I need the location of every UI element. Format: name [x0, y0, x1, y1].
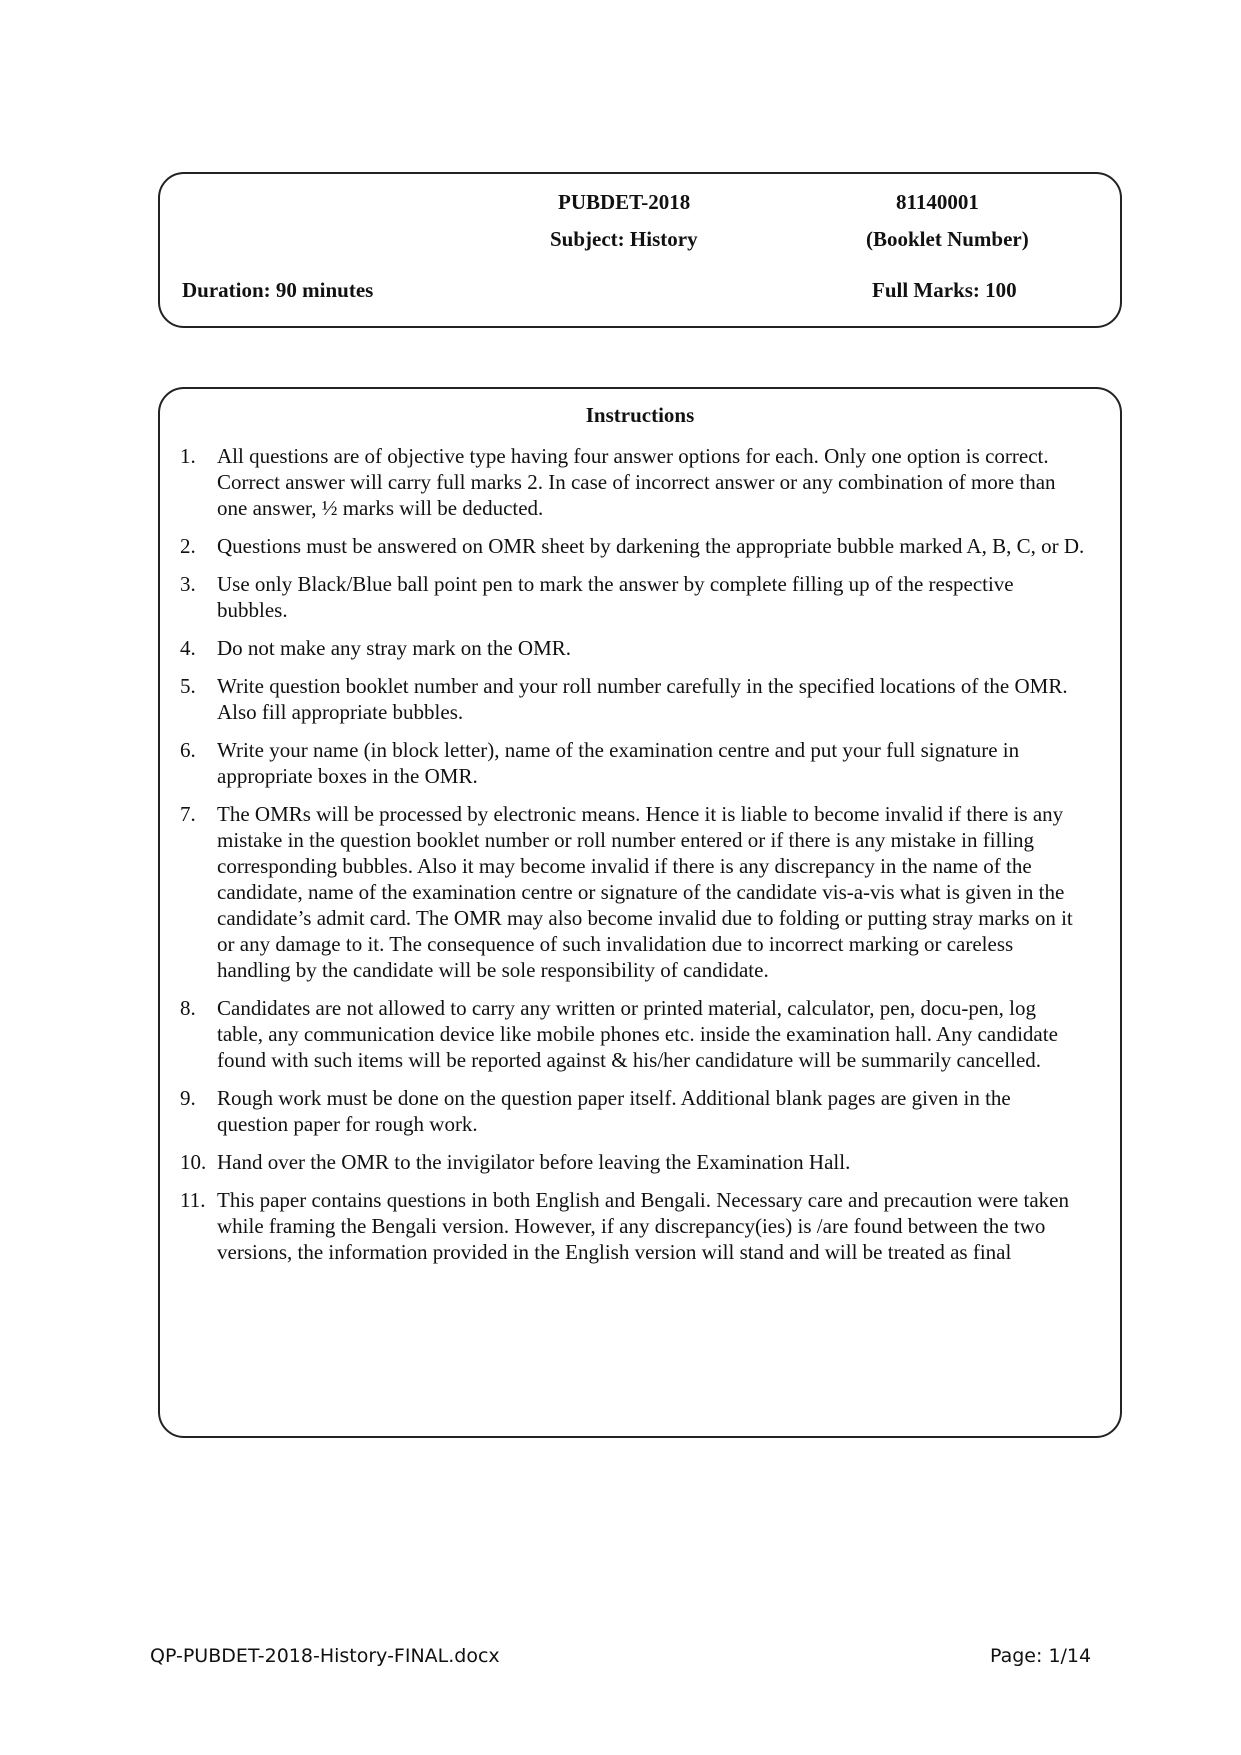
instruction-text: The OMRs will be processed by electronic means. Hence it is liable to become invalid if there is any mistake in the question booklet number or roll number entered or if there is any mistake in filling corresponding bubbles. Also it may become invalid if there is any discrepancy in the name of the candidate, name of the examination centre or signature of the candidate vis-a-vis what is given in the candidate’s admit card. The OMR may also become invalid due to folding or putting stray marks on it or any damage to it. The consequence of such invalidation due to incorrect marking or careless handling by the candidate will be sole responsibility of candidate. — [217, 802, 1073, 982]
footer-filename: QP-PUBDET-2018-History-FINAL.docx — [150, 1645, 500, 1667]
instructions-box — [158, 387, 1122, 1438]
instruction-number: 9. — [180, 1086, 196, 1110]
instruction-text: Do not make any stray mark on the OMR. — [217, 636, 572, 660]
exam-header-box — [158, 172, 1122, 328]
instruction-text: Rough work must be done on the question paper itself. Additional blank pages are given in the question paper for rough work. — [217, 1086, 1011, 1136]
instruction-item — [180, 673, 1085, 725]
instruction-item — [180, 737, 1085, 789]
instruction-text: This paper contains questions in both English and Bengali. Necessary care and precaution were taken while framing the Bengali version. However, if any discrepancy(ies) is /are found between the two versions, the information provided in the English version will stand and will be treated as final — [217, 1188, 1069, 1264]
instruction-text: All questions are of objective type having four answer options for each. Only one option is correct. Correct answer will carry full marks 2. In case of incorrect answer or any combination of more than one answer, ½ marks will be deducted. — [217, 444, 1056, 520]
instruction-item — [180, 1085, 1085, 1137]
instruction-number: 1. — [180, 444, 196, 468]
instruction-text: Questions must be answered on OMR sheet by darkening the appropriate bubble marked A, B, C, or D. — [217, 534, 1085, 558]
subject: Subject: History — [550, 227, 698, 251]
exam-name: PUBDET-2018 — [558, 190, 691, 214]
instruction-number: 8. — [180, 996, 196, 1020]
instruction-item — [180, 571, 1085, 623]
booklet-number-label: (Booklet Number) — [866, 227, 1029, 251]
instruction-number: 4. — [180, 636, 196, 660]
full-marks: Full Marks: 100 — [872, 278, 1017, 302]
instruction-number: 11. — [180, 1188, 206, 1212]
instruction-number: 3. — [180, 572, 196, 596]
booklet-number: 81140001 — [896, 190, 979, 214]
instruction-item — [180, 443, 1085, 521]
instruction-number: 7. — [180, 802, 196, 826]
instruction-text: Write question booklet number and your roll number carefully in the specified locations of the OMR. Also fill appropriate bubbles. — [217, 674, 1068, 724]
instructions-title: Instructions — [585, 403, 695, 427]
instruction-number: 10. — [180, 1150, 207, 1174]
instruction-item — [180, 533, 1085, 559]
instruction-text: Write your name (in block letter), name of the examination centre and put your full signature in appropriate boxes in the OMR. — [217, 738, 1020, 788]
instruction-item — [180, 995, 1085, 1073]
footer-page-number: Page: 1/14 — [990, 1645, 1092, 1667]
instruction-text: Candidates are not allowed to carry any written or printed material, calculator, pen, docu-pen, log table, any communication device like mobile phones etc. inside the examination hall. Any candidate found with such items will be reported against & his/her candidature will be summarily cancelled. — [217, 996, 1058, 1072]
instruction-item — [180, 801, 1085, 983]
instruction-item — [180, 635, 1085, 661]
instruction-text: Use only Black/Blue ball point pen to mark the answer by complete filling up of the respective bubbles. — [217, 572, 1014, 622]
instruction-number: 2. — [180, 534, 196, 558]
instruction-text: Hand over the OMR to the invigilator before leaving the Examination Hall. — [217, 1150, 851, 1174]
instruction-item — [180, 1149, 1085, 1175]
instruction-number: 6. — [180, 738, 196, 762]
instruction-number: 5. — [180, 674, 196, 698]
instruction-item — [180, 1187, 1085, 1265]
instructions-list — [180, 443, 1085, 1277]
duration: Duration: 90 minutes — [182, 278, 374, 302]
